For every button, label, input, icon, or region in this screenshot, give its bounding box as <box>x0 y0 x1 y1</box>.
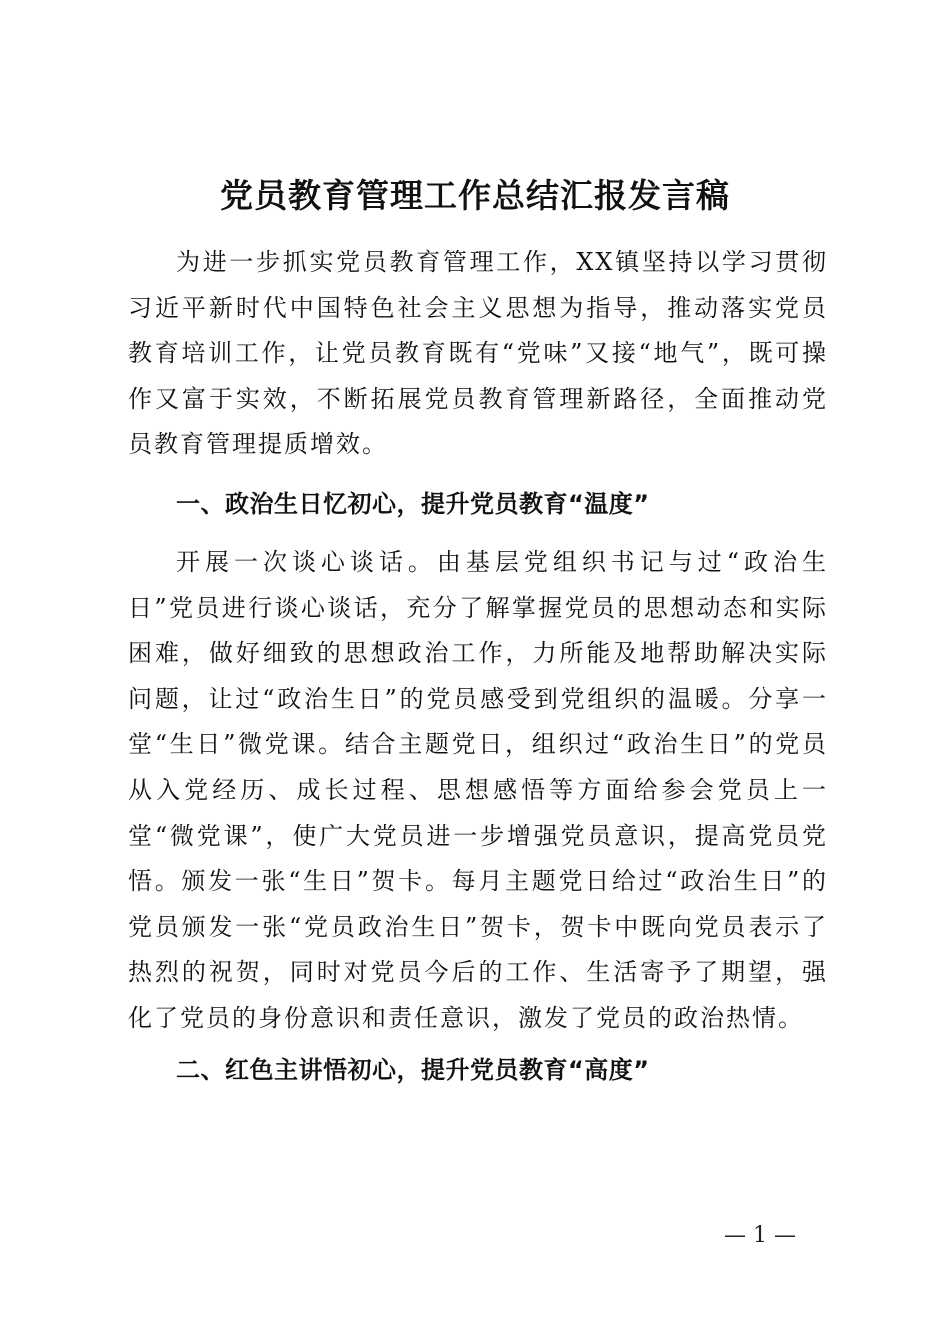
page-number: — 1 — <box>724 1223 796 1248</box>
section-heading-1: 一、政治生日忆初心，提升党员教育“温度” <box>176 490 650 518</box>
document-title: 党员教育管理工作总结汇报发言稿 <box>220 176 730 215</box>
section-heading-2: 二、红色主讲悟初心，提升党员教育“高度” <box>176 1056 650 1084</box>
intro-paragraph: 为进一步抓实党员教育管理工作，XX镇坚持以学习贯彻习近平新时代中国特色社会主义思想为指导，推动落实党员教育培训工作，让党员教育既有“党味”又接“地气”，既可操作又富于实效，不断拓展党员教育管理新路径，全面推动党员教育管理提质增效。 <box>128 248 828 459</box>
section-body-1: 开展一次谈心谈话。由基层党组织书记与过“政治生日”党员进行谈心谈话，充分了解掌握党员的思想动态和实际困难，做好细致的思想政治工作，力所能及地帮助解决实际问题，让过“政治生日”的党员感受到党组织的温暖。分享一堂“生日”微党课。结合主题党日，组织过“政治生日”的党员从入党经历、成长过程、思想感悟等方面给参会党员上一堂“微党课”，使广大党员进一步增强党员意识，提高党员党悟。颁发一张“生日”贺卡。每月主题党日给过“政治生日”的党员颁发一张“党员政治生日”贺卡，贺卡中既向党员表示了热烈的祝贺，同时对党员今后的工作、生活寄予了期望，强化了党员的身份意识和责任意识，激发了党员的政治热情。 <box>128 548 828 1032</box>
